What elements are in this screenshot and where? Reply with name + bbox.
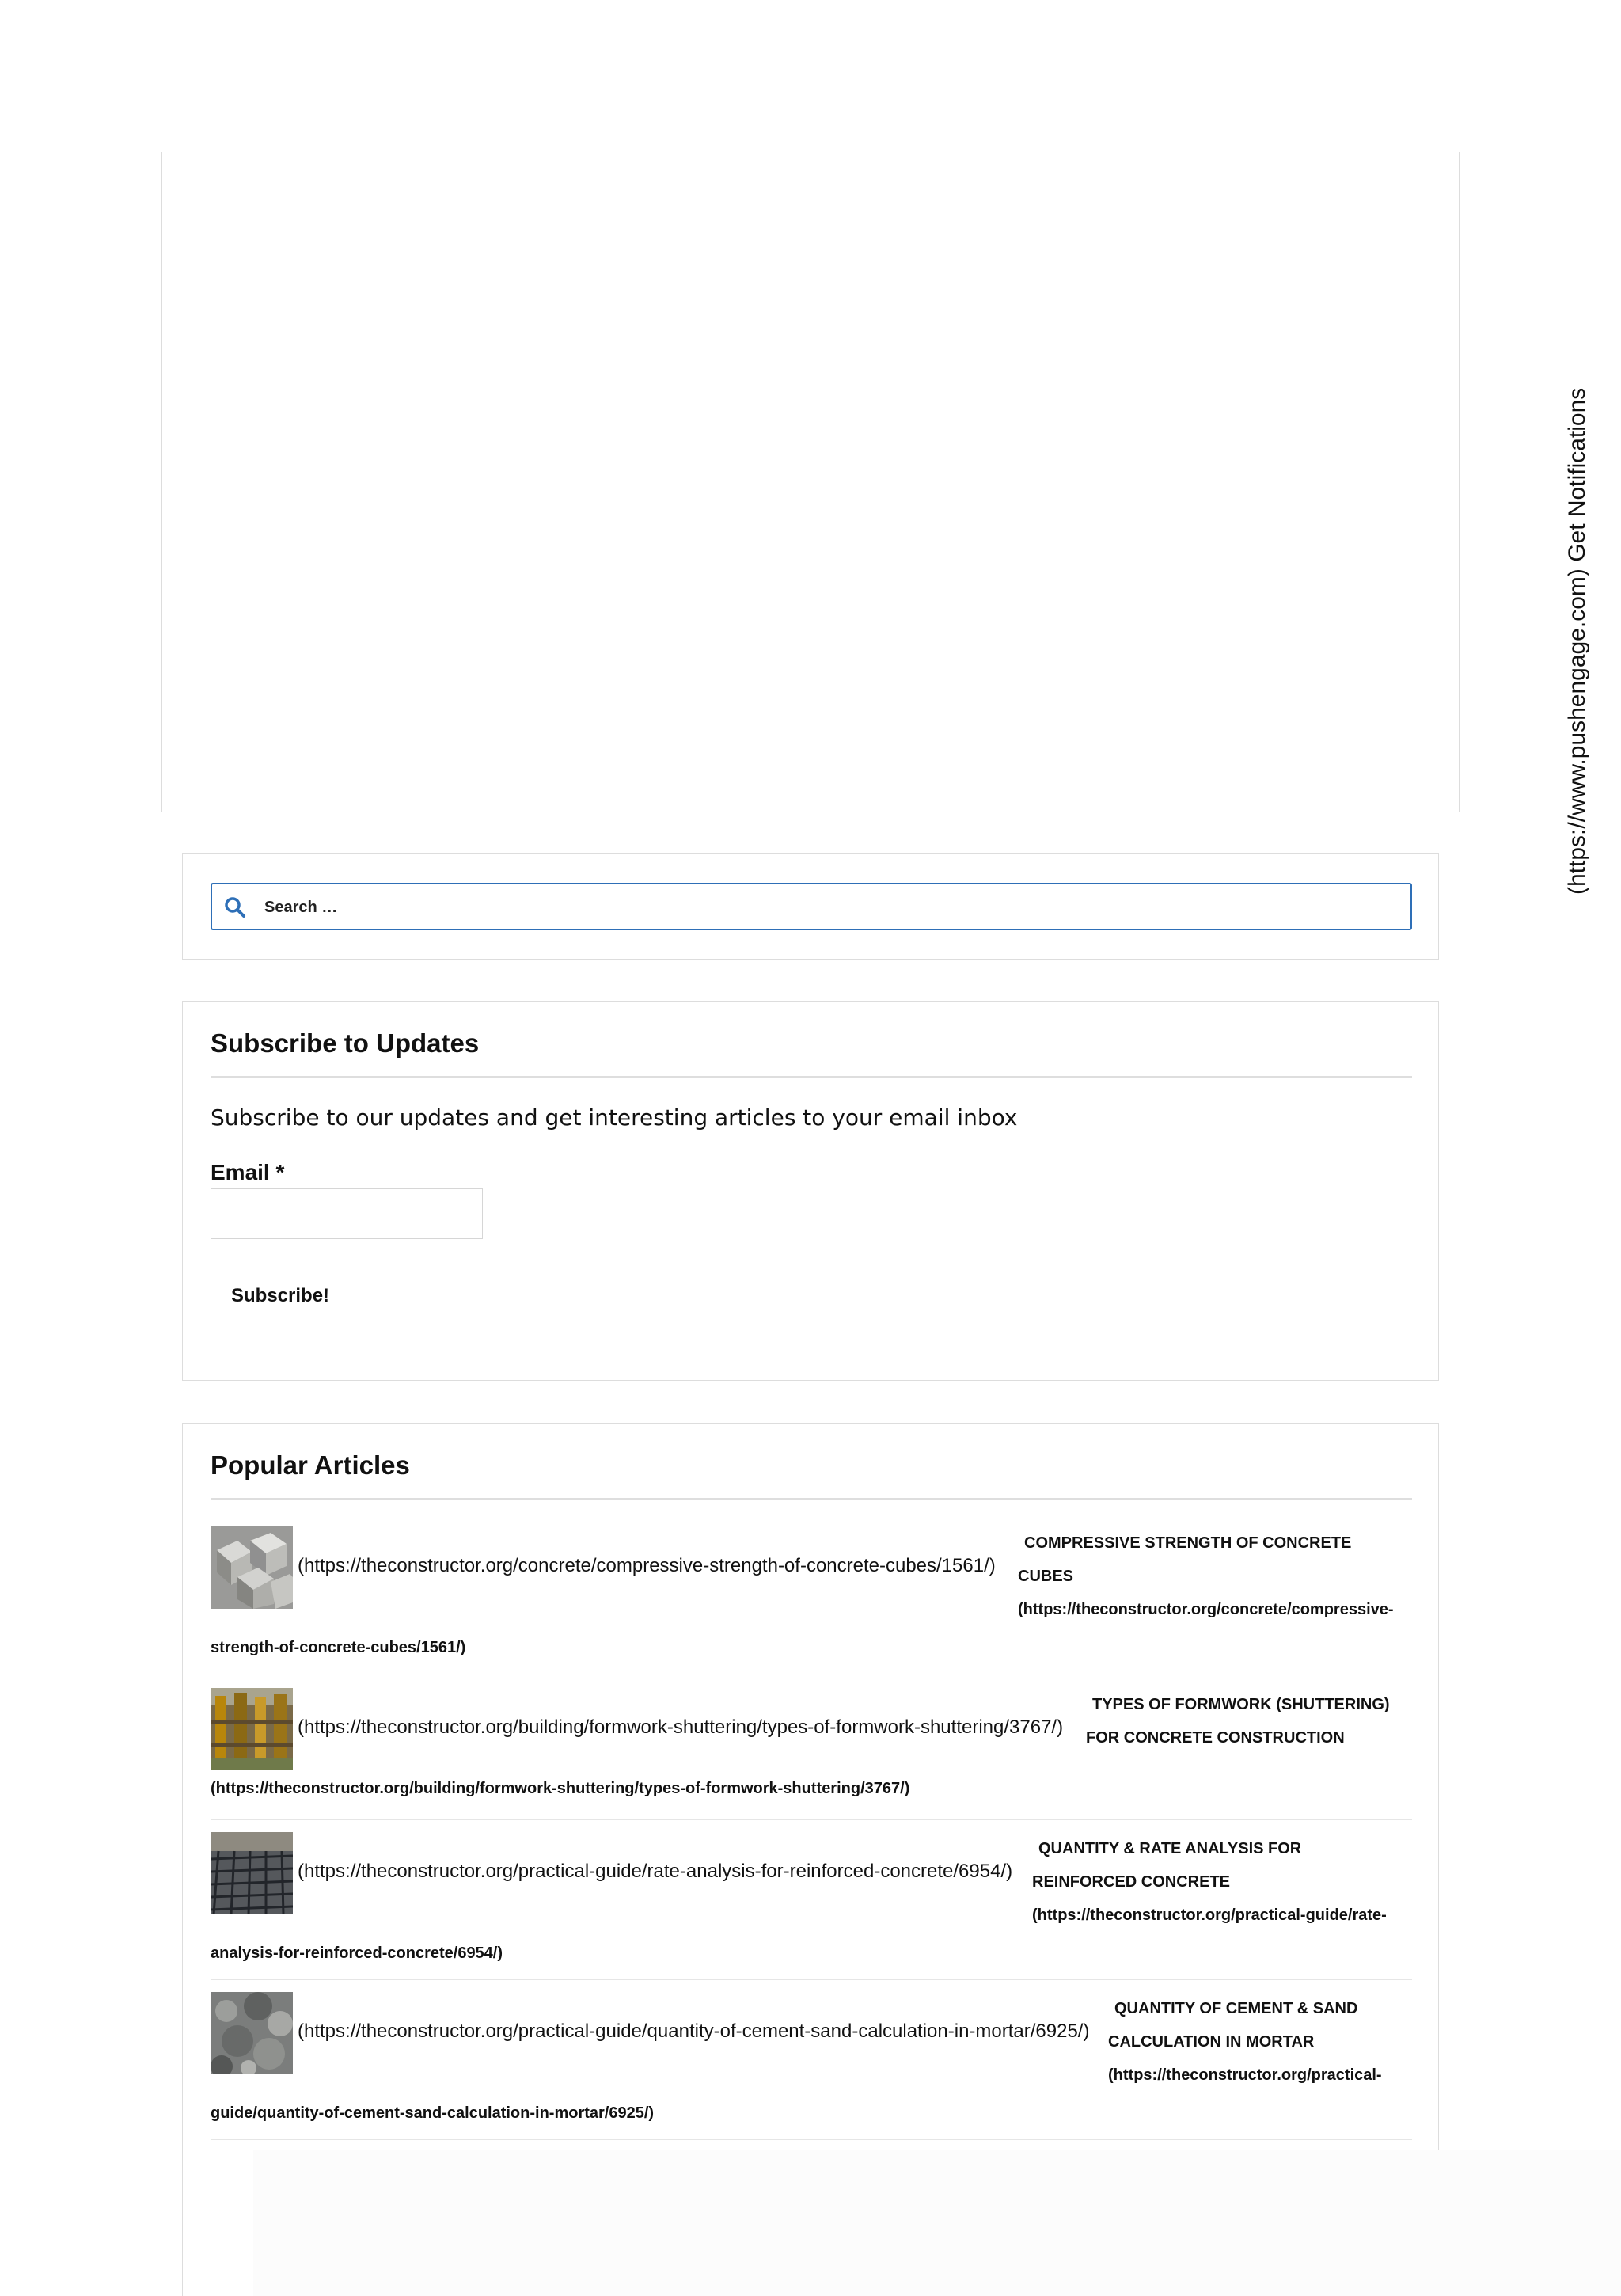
search-widget — [182, 853, 1439, 960]
article-title-link[interactable] — [1108, 1992, 1382, 2092]
article-title-line: (https://theconstructor.org/practical- — [1108, 2066, 1382, 2084]
article-title-line: REINFORCED CONCRETE — [1032, 1873, 1231, 1891]
title-divider — [211, 1076, 1412, 1078]
article-title-line: QUANTITY OF CEMENT & SAND — [1114, 2000, 1358, 2017]
article-title-continuation[interactable]: (https://theconstructor.org/building/formwork-shuttering/types-of-formwork-shuttering/3767/) — [211, 1780, 910, 1797]
article-title-continuation[interactable]: analysis-for-reinforced-concrete/6954/) — [211, 1944, 503, 1962]
popular-title: Popular Articles — [211, 1450, 410, 1480]
ad-placeholder — [161, 152, 1460, 812]
search-icon[interactable] — [223, 895, 247, 919]
article-item — [211, 1992, 1412, 2140]
article-title-link[interactable] — [1032, 1832, 1387, 1932]
subscribe-title: Subscribe to Updates — [211, 1028, 480, 1058]
bottom-fade-overlay — [253, 2150, 1621, 2296]
article-thumbnail[interactable] — [211, 1992, 293, 2074]
article-title-line: COMPRESSIVE STRENGTH OF CONCRETE — [1024, 1534, 1352, 1552]
title-divider — [211, 1498, 1412, 1500]
subscribe-button[interactable]: Subscribe! — [211, 1277, 350, 1315]
search-box[interactable] — [211, 883, 1412, 930]
article-title-link[interactable] — [1086, 1688, 1390, 1754]
article-thumb-link[interactable]: (https://theconstructor.org/practical-guide/rate-analysis-for-reinforced-concrete/6954/) — [298, 1861, 1013, 1882]
article-item — [211, 1526, 1412, 1674]
article-title-line: FOR CONCRETE CONSTRUCTION — [1086, 1729, 1345, 1747]
article-title-line: QUANTITY & RATE ANALYSIS FOR — [1038, 1840, 1302, 1857]
article-title-continuation[interactable]: guide/quantity-of-cement-sand-calculation-in-mortar/6925/) — [211, 2104, 655, 2122]
article-item — [211, 1832, 1412, 1980]
email-label: Email * — [211, 1160, 285, 1184]
article-title-line: (https://theconstructor.org/practical-guide/rate- — [1032, 1906, 1387, 1924]
article-thumbnail[interactable] — [211, 1526, 293, 1609]
email-field[interactable] — [211, 1188, 483, 1239]
article-title-line: CALCULATION IN MORTAR — [1108, 2033, 1315, 2051]
subscribe-widget — [182, 1001, 1439, 1381]
article-title-line: (https://theconstructor.org/concrete/compressive- — [1018, 1601, 1394, 1618]
article-title-continuation[interactable]: strength-of-concrete-cubes/1561/) — [211, 1639, 466, 1656]
search-input[interactable] — [263, 884, 1398, 930]
article-thumb-link[interactable]: (https://theconstructor.org/building/formwork-shuttering/types-of-formwork-shuttering/3767/) — [298, 1716, 1064, 1738]
article-title-link[interactable] — [1018, 1526, 1394, 1626]
article-thumbnail[interactable] — [211, 1688, 293, 1770]
subscribe-description: Subscribe to our updates and get interesting articles to your email inbox — [211, 1104, 1018, 1131]
article-thumb-link[interactable]: (https://theconstructor.org/practical-guide/quantity-of-cement-sand-calculation-in-mortar/6925/) — [298, 2020, 1090, 2042]
get-notifications-link[interactable]: (https://www.pushengage.com) Get Notifications — [1564, 387, 1590, 895]
article-title-line: TYPES OF FORMWORK (SHUTTERING) — [1092, 1696, 1390, 1713]
article-thumbnail[interactable] — [211, 1832, 293, 1914]
article-thumb-link[interactable]: (https://theconstructor.org/concrete/compressive-strength-of-concrete-cubes/1561/) — [298, 1555, 996, 1576]
article-item — [211, 1688, 1412, 1820]
article-title-line: CUBES — [1018, 1568, 1074, 1585]
